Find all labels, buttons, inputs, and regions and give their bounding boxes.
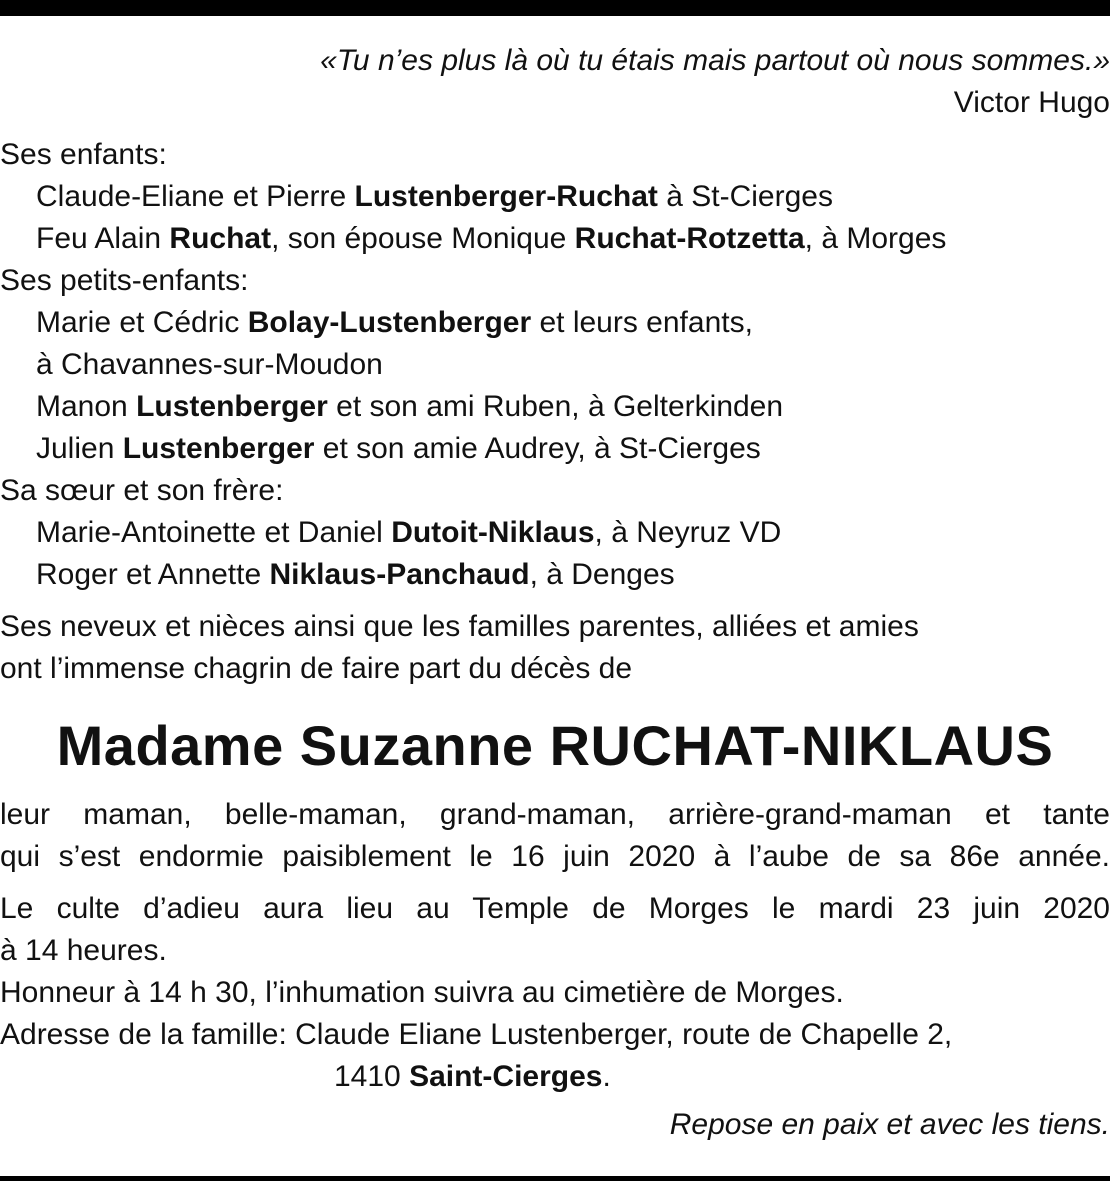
text-span: , à Morges	[804, 222, 947, 255]
text-span: à St-Cierges	[657, 180, 833, 213]
text-span: Manon	[36, 390, 137, 423]
children-line	[0, 218, 1110, 260]
deceased-name: Madame Suzanne RUCHAT-NIKLAUS	[56, 714, 1054, 777]
family-name: Ruchat-Rotzetta	[574, 222, 805, 255]
grandchildren-line	[0, 302, 1110, 344]
closing-phrase: Repose en paix et avec les tiens.	[669, 1108, 1110, 1141]
text-span: Claude-Eliane et Pierre	[36, 180, 355, 213]
text-span: Roger et Annette	[36, 558, 270, 591]
text-span: et son ami Ruben, à Gelterkinden	[327, 390, 784, 423]
epigraph-quote: «Tu n’es plus là où tu étais mais partout où nous sommes.»	[320, 44, 1110, 77]
family-name: Niklaus-Panchaud	[269, 558, 530, 591]
text-span: et son amie Audrey, à St-Cierges	[314, 432, 761, 465]
text-span: Marie et Cédric	[36, 306, 248, 339]
text-span: et leurs enfants,	[531, 306, 753, 339]
epigraph-author: Victor Hugo	[953, 86, 1110, 119]
ceremony-line: Le culte d’adieu aura lieu au Temple de Morges le mardi 23 juin 2020	[0, 892, 1110, 925]
relation-line: leur maman, belle-maman, grand-maman, arrière-grand-maman et tante	[0, 798, 1110, 831]
siblings-line	[0, 512, 1110, 554]
grandchildren-line	[0, 428, 1110, 470]
grandchildren-line-continued: à Chavannes-sur-Moudon	[36, 348, 383, 381]
text-span: Feu Alain	[36, 222, 170, 255]
announcement-line: ont l’immense chagrin de faire part du décès de	[0, 652, 633, 685]
children-line	[0, 176, 1110, 218]
family-name: Lustenberger	[122, 432, 315, 465]
family-address-locality	[0, 1056, 1110, 1098]
family-name: Lustenberger	[136, 390, 328, 423]
bottom-rule	[0, 1176, 1110, 1181]
siblings-line	[0, 554, 1110, 596]
children-heading: Ses enfants:	[0, 138, 167, 171]
obituary-notice	[0, 40, 1110, 1146]
text-span: , son épouse Monique	[271, 222, 575, 255]
family-name: Dutoit-Niklaus	[391, 516, 595, 549]
text-span: , à Neyruz VD	[594, 516, 782, 549]
grandchildren-line	[0, 386, 1110, 428]
siblings-heading: Sa sœur et son frère:	[0, 474, 284, 507]
relation-line: qui s’est endormie paisiblement le 16 juin 2020 à l’aube de sa 86e année.	[0, 840, 1110, 873]
text-span: 1410	[334, 1060, 410, 1093]
ceremony-line: Honneur à 14 h 30, l’inhumation suivra au cimetière de Morges.	[0, 976, 844, 1009]
grandchildren-heading: Ses petits-enfants:	[0, 264, 249, 297]
announcement-line: Ses neveux et nièces ainsi que les familles parentes, alliées et amies	[0, 610, 919, 643]
top-rule	[0, 0, 1110, 16]
locality-name: Saint-Cierges	[409, 1060, 603, 1093]
text-span: Marie-Antoinette et Daniel	[36, 516, 392, 549]
family-name: Lustenberger-Ruchat	[354, 180, 658, 213]
family-name: Ruchat	[169, 222, 272, 255]
family-address-line: Adresse de la famille: Claude Eliane Lustenberger, route de Chapelle 2,	[0, 1018, 953, 1051]
text-span: Julien	[36, 432, 123, 465]
text-span: , à Denges	[529, 558, 675, 591]
family-name: Bolay-Lustenberger	[247, 306, 532, 339]
ceremony-line: à 14 heures.	[0, 934, 167, 967]
text-span: .	[602, 1060, 611, 1093]
